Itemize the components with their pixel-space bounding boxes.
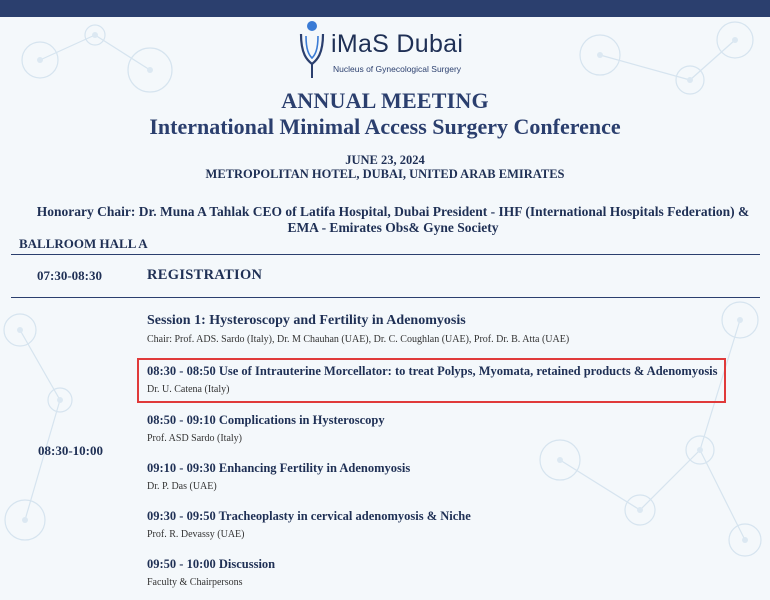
registration-time: 07:30-08:30 xyxy=(37,268,102,283)
talk-item xyxy=(147,557,275,588)
talk-item xyxy=(147,413,385,444)
meeting-title: ANNUAL MEETING xyxy=(281,88,489,113)
honorary-chair-line2: EMA - Emirates Obs& Gyne Society xyxy=(287,220,499,235)
talk-title: 09:50 - 10:00 Discussion xyxy=(147,557,276,571)
logo-tagline: Nucleus of Gynecological Surgery xyxy=(333,64,462,74)
divider xyxy=(11,254,760,255)
top-banner-bar xyxy=(0,0,770,17)
talk-title: 09:30 - 09:50 Tracheoplasty in cervical adenomyosis & Niche xyxy=(147,509,471,523)
talk-title: 08:50 - 09:10 Complications in Hysteroscopy xyxy=(147,413,385,427)
talk-title: 08:30 - 08:50 Use of Intrauterine Morcellator: to treat Polyps, Myomata, retained products & Adenomyosis xyxy=(147,364,718,378)
logo-name: iMaS Dubai xyxy=(331,30,464,58)
talk-speaker: Prof. ASD Sardo (Italy) xyxy=(147,433,242,444)
highlight-box xyxy=(137,358,726,403)
honorary-chair xyxy=(18,204,768,236)
talk-speaker: Dr. U. Catena (Italy) xyxy=(147,384,230,395)
talk-title: 09:10 - 09:30 Enhancing Fertility in Adenomyosis xyxy=(147,461,411,475)
honorary-chair-line1: Honorary Chair: Dr. Muna A Tahlak CEO of Latifa Hospital, Dubai President - IHF (International Hospitals Federation) & xyxy=(36,204,750,219)
conference-logo xyxy=(297,20,487,80)
talk-item xyxy=(147,509,471,540)
conference-title: International Minimal Access Surgery Conference xyxy=(149,114,621,139)
uterus-logo-icon xyxy=(297,20,329,80)
session-title: Session 1: Hysteroscopy and Fertility in Adenomyosis xyxy=(147,313,466,328)
event-date: JUNE 23, 2024 xyxy=(345,153,425,167)
event-venue: METROPOLITAN HOTEL, DUBAI, UNITED ARAB EMIRATES xyxy=(205,167,565,181)
session-time: 08:30-10:00 xyxy=(38,443,103,458)
talk-speaker: Faculty & Chairpersons xyxy=(147,577,243,588)
divider xyxy=(11,297,760,298)
hall-name: BALLROOM HALL A xyxy=(19,236,148,251)
registration-label: REGISTRATION xyxy=(147,267,263,283)
talk-item xyxy=(147,461,410,492)
session-chairs: Chair: Prof. ADS. Sardo (Italy), Dr. M Chauhan (UAE), Dr. C. Coughlan (UAE), Prof. Dr. B. Atta (UAE) xyxy=(147,334,570,345)
talk-speaker: Dr. P. Das (UAE) xyxy=(147,481,217,492)
talk-speaker: Prof. R. Devassy (UAE) xyxy=(147,529,245,540)
